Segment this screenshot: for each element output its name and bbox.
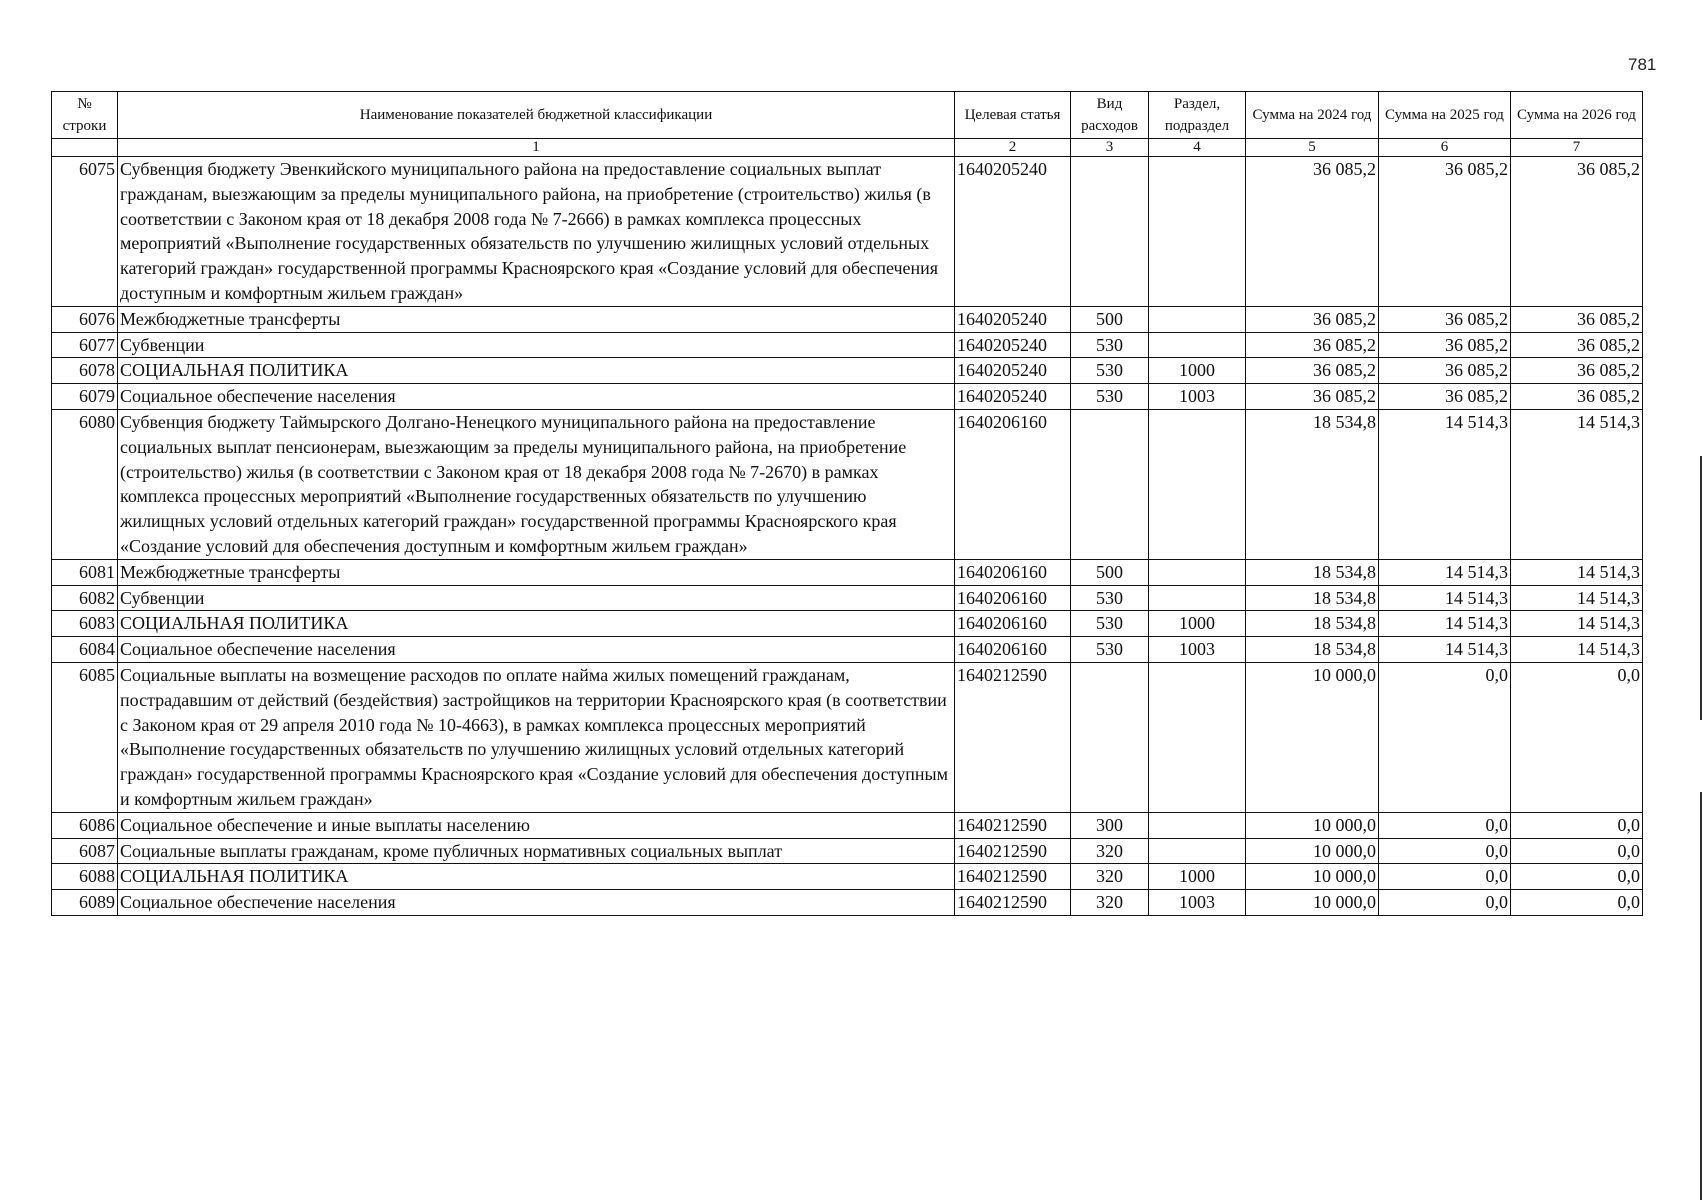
indicator-name-cell: Межбюджетные трансферты bbox=[118, 306, 955, 332]
sum-2024-cell: 10 000,0 bbox=[1246, 812, 1379, 838]
row-number-cell: 6087 bbox=[52, 838, 118, 864]
indicator-name-cell: Субвенция бюджету Эвенкийского муниципального района на предоставление социальных выплат гражданам, выезжающим за пределы муниципального района, на приобретение (строительство) жилья (в соответствии с Законом края от 18 декабря 2008 года № 7-2666) в рамках комплекса процессных мероприятий «Выполнение государственных обязательств по улучшению жилищных условий отдельных категорий граждан» государственной программы Красноярского края «Создание условий для обеспечения доступным и комфортным жильем граждан» bbox=[118, 157, 955, 307]
sum-2024-cell: 10 000,0 bbox=[1246, 662, 1379, 812]
table-row bbox=[52, 662, 1643, 812]
indicator-name-cell: СОЦИАЛЬНАЯ ПОЛИТИКА bbox=[118, 864, 955, 890]
sum-2026-cell: 0,0 bbox=[1511, 890, 1643, 916]
table-body bbox=[52, 157, 1643, 916]
sum-2024-cell: 18 534,8 bbox=[1246, 585, 1379, 611]
sum-2026-cell: 14 514,3 bbox=[1511, 585, 1643, 611]
section-cell: 1000 bbox=[1149, 864, 1246, 890]
sum-2024-cell: 36 085,2 bbox=[1246, 332, 1379, 358]
section-cell bbox=[1149, 838, 1246, 864]
section-cell bbox=[1149, 559, 1246, 585]
row-number-cell: 6086 bbox=[52, 812, 118, 838]
target-article-cell: 1640205240 bbox=[955, 332, 1071, 358]
target-article-cell: 1640212590 bbox=[955, 838, 1071, 864]
header-sum-2026: Сумма на 2026 год bbox=[1511, 92, 1643, 139]
column-number: 1 bbox=[118, 139, 955, 157]
table-row bbox=[52, 384, 1643, 410]
indicator-name-cell: Социальное обеспечение населения bbox=[118, 890, 955, 916]
column-number: 5 bbox=[1246, 139, 1379, 157]
section-cell bbox=[1149, 585, 1246, 611]
section-cell bbox=[1149, 812, 1246, 838]
section-cell bbox=[1149, 409, 1246, 559]
table-row bbox=[52, 585, 1643, 611]
section-cell bbox=[1149, 157, 1246, 307]
column-number: 7 bbox=[1511, 139, 1643, 157]
header-section: Раздел, подраздел bbox=[1149, 92, 1246, 139]
sum-2025-cell: 0,0 bbox=[1379, 890, 1511, 916]
target-article-cell: 1640206160 bbox=[955, 559, 1071, 585]
row-number-cell: 6084 bbox=[52, 637, 118, 663]
column-number: 4 bbox=[1149, 139, 1246, 157]
column-number-blank bbox=[52, 139, 118, 157]
indicator-name-cell: СОЦИАЛЬНАЯ ПОЛИТИКА bbox=[118, 611, 955, 637]
section-cell: 1003 bbox=[1149, 637, 1246, 663]
expense-type-cell: 500 bbox=[1071, 306, 1149, 332]
column-number: 3 bbox=[1071, 139, 1149, 157]
row-number-cell: 6081 bbox=[52, 559, 118, 585]
expense-type-cell: 530 bbox=[1071, 585, 1149, 611]
expense-type-cell: 530 bbox=[1071, 637, 1149, 663]
table-row bbox=[52, 611, 1643, 637]
expense-type-cell: 320 bbox=[1071, 864, 1149, 890]
target-article-cell: 1640205240 bbox=[955, 157, 1071, 307]
sum-2026-cell: 0,0 bbox=[1511, 838, 1643, 864]
expense-type-cell: 320 bbox=[1071, 890, 1149, 916]
sum-2026-cell: 14 514,3 bbox=[1511, 409, 1643, 559]
row-number-cell: 6075 bbox=[52, 157, 118, 307]
sum-2025-cell: 0,0 bbox=[1379, 864, 1511, 890]
column-number: 6 bbox=[1379, 139, 1511, 157]
row-number-cell: 6079 bbox=[52, 384, 118, 410]
sum-2024-cell: 36 085,2 bbox=[1246, 306, 1379, 332]
header-sum-2024: Сумма на 2024 год bbox=[1246, 92, 1379, 139]
expense-type-cell: 530 bbox=[1071, 332, 1149, 358]
sum-2025-cell: 14 514,3 bbox=[1379, 559, 1511, 585]
target-article-cell: 1640205240 bbox=[955, 384, 1071, 410]
target-article-cell: 1640212590 bbox=[955, 864, 1071, 890]
indicator-name-cell: Социальное обеспечение населения bbox=[118, 637, 955, 663]
indicator-name-cell: СОЦИАЛЬНАЯ ПОЛИТИКА bbox=[118, 358, 955, 384]
column-number-row bbox=[52, 139, 1643, 157]
header-sum-2025: Сумма на 2025 год bbox=[1379, 92, 1511, 139]
sum-2024-cell: 36 085,2 bbox=[1246, 157, 1379, 307]
sum-2026-cell: 36 085,2 bbox=[1511, 306, 1643, 332]
expense-type-cell bbox=[1071, 662, 1149, 812]
sum-2024-cell: 10 000,0 bbox=[1246, 864, 1379, 890]
target-article-cell: 1640212590 bbox=[955, 812, 1071, 838]
sum-2025-cell: 14 514,3 bbox=[1379, 409, 1511, 559]
target-article-cell: 1640205240 bbox=[955, 306, 1071, 332]
section-cell: 1000 bbox=[1149, 358, 1246, 384]
expense-type-cell: 530 bbox=[1071, 611, 1149, 637]
expense-type-cell: 530 bbox=[1071, 384, 1149, 410]
table-row bbox=[52, 358, 1643, 384]
scan-edge bbox=[1700, 0, 1702, 1200]
section-cell: 1003 bbox=[1149, 384, 1246, 410]
sum-2025-cell: 14 514,3 bbox=[1379, 611, 1511, 637]
section-cell bbox=[1149, 332, 1246, 358]
sum-2025-cell: 36 085,2 bbox=[1379, 384, 1511, 410]
budget-table bbox=[51, 91, 1643, 916]
target-article-cell: 1640206160 bbox=[955, 409, 1071, 559]
indicator-name-cell: Субвенция бюджету Таймырского Долгано-Ненецкого муниципального района на предоставление социальных выплат пенсионерам, выезжающим за пределы муниципального района, на приобретение (строительство) жилья (в соответствии с Законом края от 18 декабря 2008 года № 7-2670) в рамках комплекса процессных мероприятий «Выполнение государственных обязательств по улучшению жилищных условий отдельных категорий граждан» государственной программы Красноярского края «Создание условий для обеспечения доступным и комфортным жильем граждан» bbox=[118, 409, 955, 559]
expense-type-cell: 530 bbox=[1071, 358, 1149, 384]
sum-2026-cell: 14 514,3 bbox=[1511, 559, 1643, 585]
section-cell: 1003 bbox=[1149, 890, 1246, 916]
expense-type-cell: 300 bbox=[1071, 812, 1149, 838]
table-row bbox=[52, 306, 1643, 332]
row-number-cell: 6076 bbox=[52, 306, 118, 332]
expense-type-cell: 500 bbox=[1071, 559, 1149, 585]
target-article-cell: 1640212590 bbox=[955, 890, 1071, 916]
sum-2025-cell: 14 514,3 bbox=[1379, 637, 1511, 663]
sum-2024-cell: 18 534,8 bbox=[1246, 559, 1379, 585]
table-row bbox=[52, 637, 1643, 663]
table-row bbox=[52, 890, 1643, 916]
indicator-name-cell: Социальные выплаты гражданам, кроме публичных нормативных социальных выплат bbox=[118, 838, 955, 864]
header-exp-type: Вид расходов bbox=[1071, 92, 1149, 139]
sum-2024-cell: 36 085,2 bbox=[1246, 384, 1379, 410]
sum-2026-cell: 14 514,3 bbox=[1511, 637, 1643, 663]
sum-2026-cell: 14 514,3 bbox=[1511, 611, 1643, 637]
header-row bbox=[52, 92, 1643, 139]
sum-2024-cell: 36 085,2 bbox=[1246, 358, 1379, 384]
target-article-cell: 1640212590 bbox=[955, 662, 1071, 812]
sum-2024-cell: 10 000,0 bbox=[1246, 838, 1379, 864]
row-number-cell: 6083 bbox=[52, 611, 118, 637]
table-row bbox=[52, 559, 1643, 585]
section-cell bbox=[1149, 662, 1246, 812]
expense-type-cell bbox=[1071, 409, 1149, 559]
expense-type-cell: 320 bbox=[1071, 838, 1149, 864]
sum-2025-cell: 0,0 bbox=[1379, 812, 1511, 838]
row-number-cell: 6080 bbox=[52, 409, 118, 559]
sum-2026-cell: 0,0 bbox=[1511, 864, 1643, 890]
column-number: 2 bbox=[955, 139, 1071, 157]
header-target: Целевая статья bbox=[955, 92, 1071, 139]
sum-2025-cell: 36 085,2 bbox=[1379, 358, 1511, 384]
sum-2024-cell: 18 534,8 bbox=[1246, 637, 1379, 663]
table-row bbox=[52, 812, 1643, 838]
target-article-cell: 1640206160 bbox=[955, 585, 1071, 611]
sum-2025-cell: 0,0 bbox=[1379, 838, 1511, 864]
sum-2026-cell: 0,0 bbox=[1511, 812, 1643, 838]
row-number-cell: 6077 bbox=[52, 332, 118, 358]
sum-2024-cell: 10 000,0 bbox=[1246, 890, 1379, 916]
sum-2025-cell: 36 085,2 bbox=[1379, 306, 1511, 332]
table-row bbox=[52, 864, 1643, 890]
target-article-cell: 1640206160 bbox=[955, 611, 1071, 637]
sum-2025-cell: 36 085,2 bbox=[1379, 157, 1511, 307]
sum-2026-cell: 0,0 bbox=[1511, 662, 1643, 812]
indicator-name-cell: Субвенции bbox=[118, 585, 955, 611]
header-row-no: № строки bbox=[52, 92, 118, 139]
target-article-cell: 1640206160 bbox=[955, 637, 1071, 663]
indicator-name-cell: Социальное обеспечение населения bbox=[118, 384, 955, 410]
sum-2025-cell: 14 514,3 bbox=[1379, 585, 1511, 611]
row-number-cell: 6078 bbox=[52, 358, 118, 384]
sum-2024-cell: 18 534,8 bbox=[1246, 409, 1379, 559]
row-number-cell: 6085 bbox=[52, 662, 118, 812]
section-cell bbox=[1149, 306, 1246, 332]
indicator-name-cell: Межбюджетные трансферты bbox=[118, 559, 955, 585]
sum-2026-cell: 36 085,2 bbox=[1511, 358, 1643, 384]
header-name: Наименование показателей бюджетной классификации bbox=[118, 92, 955, 139]
table-row bbox=[52, 332, 1643, 358]
table-row bbox=[52, 838, 1643, 864]
row-number-cell: 6088 bbox=[52, 864, 118, 890]
sum-2026-cell: 36 085,2 bbox=[1511, 157, 1643, 307]
sum-2026-cell: 36 085,2 bbox=[1511, 384, 1643, 410]
indicator-name-cell: Субвенции bbox=[118, 332, 955, 358]
indicator-name-cell: Социальное обеспечение и иные выплаты населению bbox=[118, 812, 955, 838]
expense-type-cell bbox=[1071, 157, 1149, 307]
row-number-cell: 6089 bbox=[52, 890, 118, 916]
sum-2025-cell: 36 085,2 bbox=[1379, 332, 1511, 358]
page-number: 781 bbox=[1628, 55, 1657, 74]
sum-2026-cell: 36 085,2 bbox=[1511, 332, 1643, 358]
table-row bbox=[52, 409, 1643, 559]
row-number-cell: 6082 bbox=[52, 585, 118, 611]
table-row bbox=[52, 157, 1643, 307]
indicator-name-cell: Социальные выплаты на возмещение расходов по оплате найма жилых помещений гражданам, пострадавшим от действий (бездействия) застройщиков на территории Красноярского края (в соответствии с Законом края от 29 апреля 2010 года № 10-4663), в рамках комплекса процессных мероприятий «Выполнение государственных обязательств по улучшению жилищных условий отдельных категорий граждан» государственной программы Красноярского края «Создание условий для обеспечения доступным и комфортным жильем граждан» bbox=[118, 662, 955, 812]
section-cell: 1000 bbox=[1149, 611, 1246, 637]
sum-2024-cell: 18 534,8 bbox=[1246, 611, 1379, 637]
sum-2025-cell: 0,0 bbox=[1379, 662, 1511, 812]
target-article-cell: 1640205240 bbox=[955, 358, 1071, 384]
